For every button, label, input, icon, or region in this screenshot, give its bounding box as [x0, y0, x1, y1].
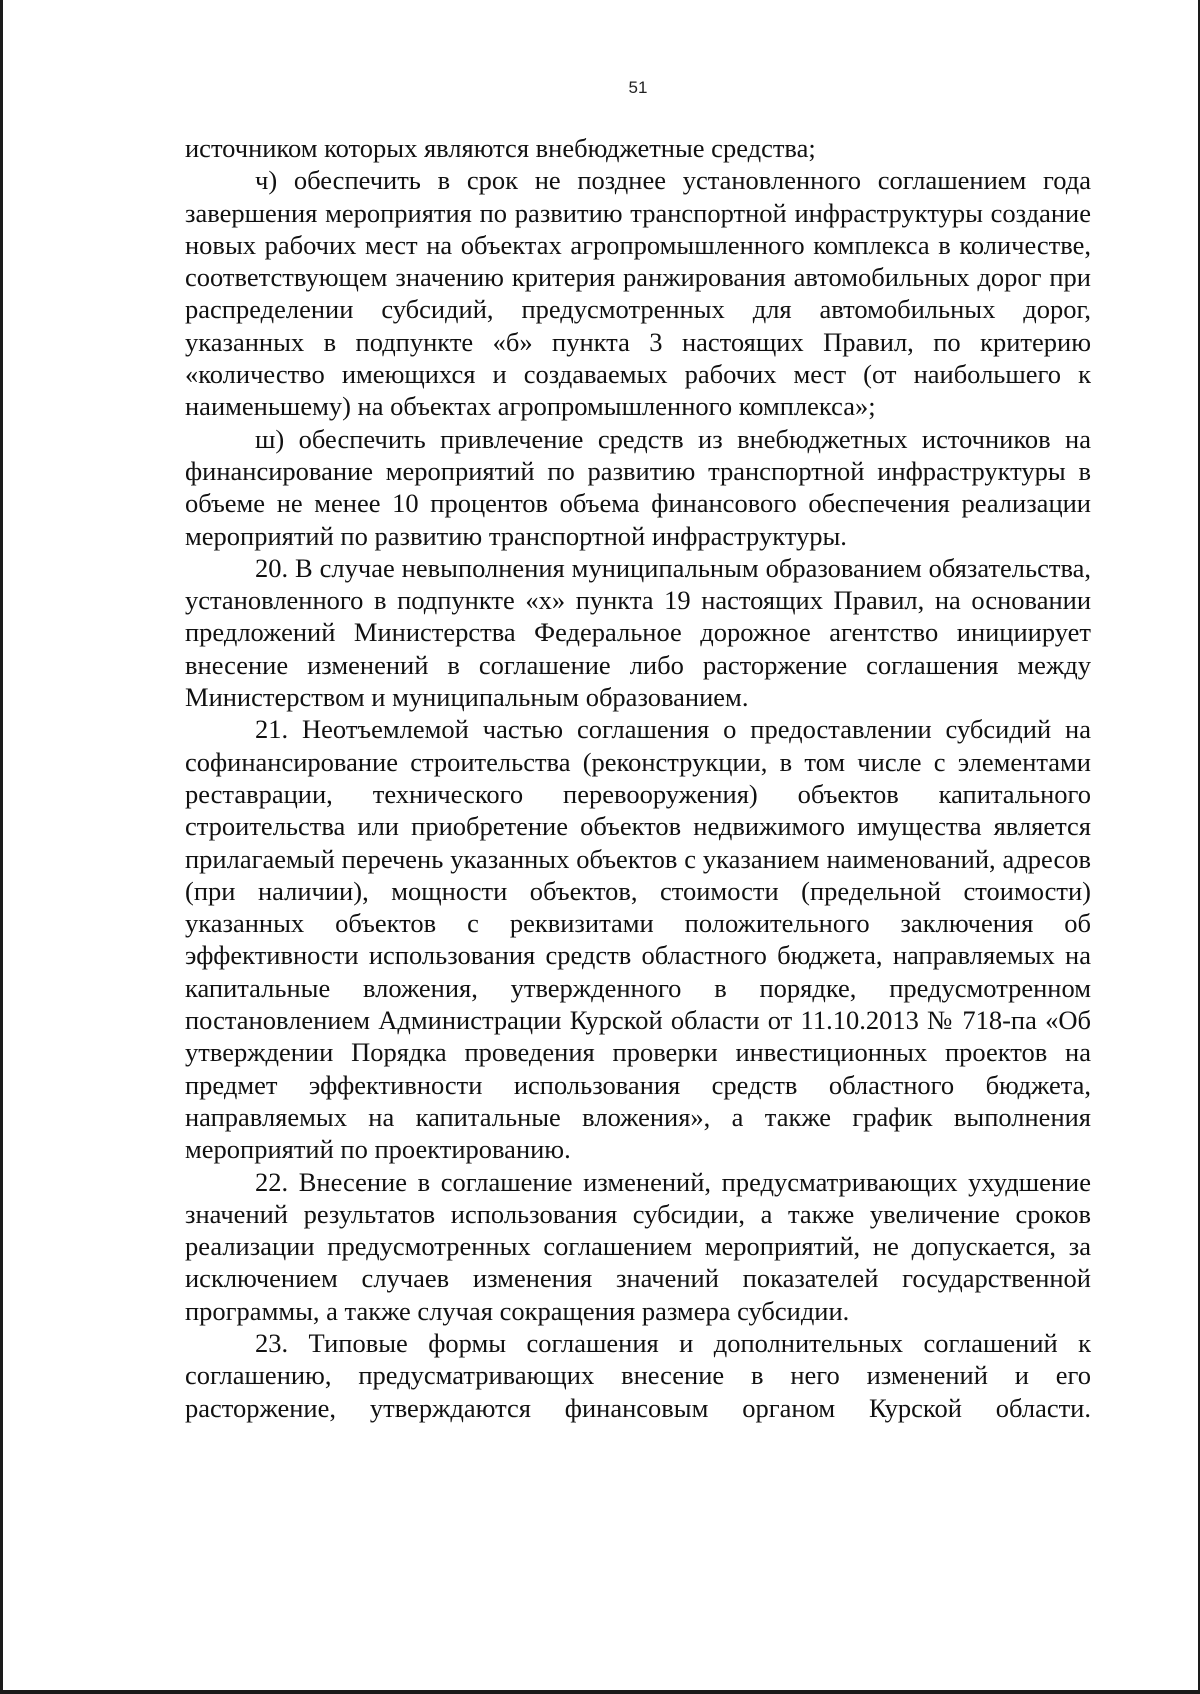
- paragraph-continuation: источником которых являются внебюджетные средства;: [185, 133, 816, 163]
- paragraph-clause-22: 22. Внесение в соглашение изменений, предусматривающих ухудшение значений результатов использования субсидии, а также увеличение сроков реализации предусмотренных соглашением мероприятий, не допускается, за исключением случаев изменения значений показателей государственной программы, а также случая сокращения размера субсидии.: [185, 1166, 1091, 1326]
- document-body: [185, 132, 1091, 1424]
- scan-edge-bottom: [0, 1690, 1200, 1694]
- paragraph-clause-23: 23. Типовые формы соглашения и дополнительных соглашений к соглашению, предусматривающих внесение в него изменений и его расторжение, утверждаются финансовым органом Курской области.: [185, 1327, 1091, 1423]
- paragraph-item-sh: ш) обеспечить привлечение средств из внебюджетных источников на финансирование мероприятий по развитию транспортной инфраструктуры в объеме не менее 10 процентов объема финансового обеспечения реализации мероприятий по развитию транспортной инфраструктуры.: [185, 423, 1091, 551]
- page-number: 51: [628, 78, 648, 97]
- paragraph-clause-21: 21. Неотъемлемой частью соглашения о предоставлении субсидий на софинансирование строительства (реконструкции, в том числе с элементами реставрации, технического перевооружения) объектов капитального строительства или приобретение объектов недвижимого имущества является прилагаемый перечень указанных объектов с указанием наименований, адресов (при наличии), мощности объектов, стоимости (предельной стоимости) указанных объектов с реквизитами положительного заключения об эффективности использования средств областного бюджета, направляемых на капитальные вложения, утвержденного в порядке, предусмотренном постановлением Администрации Курской области от 11.10.2013 № 718-па «Об утверждении Порядка проведения проверки инвестиционных проектов на предмет эффективности использования средств областного бюджета, направляемых на капитальные вложения», а также график выполнения мероприятий по проектированию.: [185, 714, 1091, 1165]
- scan-edge-left: [0, 0, 3, 1694]
- paragraph-item-ch: ч) обеспечить в срок не позднее установленного соглашением года завершения мероприятия по развитию транспортной инфраструктуры создание новых рабочих мест на объектах агропромышленного комплекса в количестве, соответствующем значению критерия ранжирования автомобильных дорог при распределении субсидий, предусмотренных для автомобильных дорог, указанных в подпункте «б» пункта 3 настоящих Правил, по критерию «количество имеющихся и создаваемых рабочих мест (от наибольшего к наименьшему) на объектах агропромышленного комплекса»;: [185, 165, 1091, 422]
- paragraph-clause-20: 20. В случае невыполнения муниципальным образованием обязательства, установленного в подпункте «х» пункта 19 настоящих Правил, на основании предложений Министерства Федеральное дорожное агентство инициирует внесение изменений в соглашение либо расторжение соглашения между Министерством и муниципальным образованием.: [185, 552, 1091, 713]
